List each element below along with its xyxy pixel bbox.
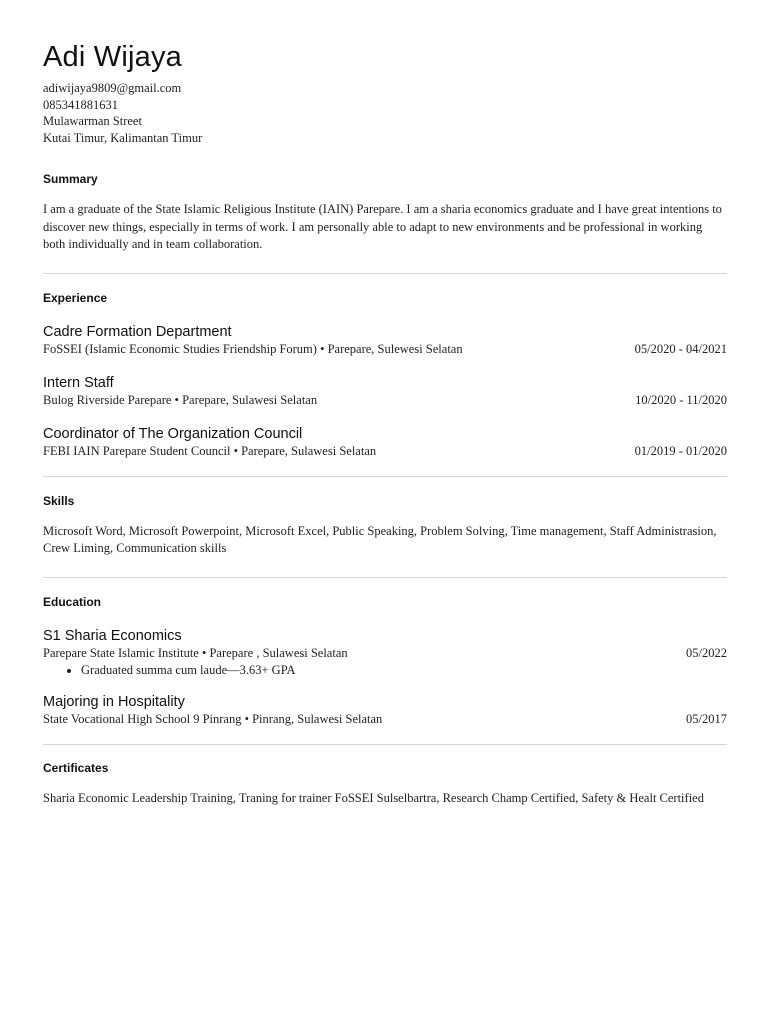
section-divider <box>43 577 727 578</box>
experience-dates: 05/2020 - 04/2021 <box>634 341 727 356</box>
experience-dates: 01/2019 - 01/2020 <box>634 443 727 458</box>
education-entry <box>43 627 727 679</box>
skills-section <box>43 494 727 558</box>
summary-text: I am a graduate of the State Islamic Religious Institute (IAIN) Parepare. I am a sharia economics graduate and I have great intentions to discover new things, especially in terms of work. I am personally able to adapt to new environments and be professional in working both individually and in team collaboration. <box>43 202 722 251</box>
skills-heading: Skills <box>43 493 75 508</box>
resume-page <box>43 40 727 807</box>
experience-entry <box>43 425 727 460</box>
skills-text: Microsoft Word, Microsoft Powerpoint, Microsoft Excel, Public Speaking, Problem Solving, Time management, Staff Administrasion, Crew Liming, Communication skills <box>43 523 717 555</box>
contact-phone: 085341881631 <box>43 97 118 112</box>
experience-org: FEBI IAIN Parepare Student Council • Parepare, Sulawesi Selatan <box>43 443 377 458</box>
experience-role: Intern Staff <box>43 374 114 391</box>
education-meta-row <box>43 645 727 662</box>
section-divider <box>43 273 727 274</box>
education-degree: S1 Sharia Economics <box>43 627 182 644</box>
education-date: 05/2017 <box>686 711 727 726</box>
experience-section <box>43 291 727 460</box>
experience-dates: 10/2020 - 11/2020 <box>635 392 727 407</box>
contact-email: adiwijaya9809@gmail.com <box>43 81 182 95</box>
education-school: Parepare State Islamic Institute • Parepare , Sulawesi Selatan <box>43 645 348 660</box>
candidate-name: Adi Wijaya <box>43 41 182 73</box>
experience-entry <box>43 323 727 358</box>
experience-org: FoSSEI (Islamic Economic Studies Friendship Forum) • Parepare, Sulewesi Selatan <box>43 341 463 356</box>
section-divider <box>43 744 727 745</box>
experience-role: Coordinator of The Organization Council <box>43 425 303 442</box>
experience-meta-row <box>43 341 727 358</box>
education-heading: Education <box>43 594 102 609</box>
education-date: 05/2022 <box>686 645 727 660</box>
experience-meta-row <box>43 443 727 460</box>
experience-entry <box>43 374 727 409</box>
experience-org: Bulog Riverside Parepare • Parepare, Sulawesi Selatan <box>43 392 318 407</box>
certificates-heading: Certificates <box>43 760 109 775</box>
summary-section <box>43 172 727 254</box>
contact-street: Mulawarman Street <box>43 114 142 128</box>
section-divider <box>43 476 727 477</box>
experience-role: Cadre Formation Department <box>43 323 232 340</box>
education-school: State Vocational High School 9 Pinrang • Pinrang, Sulawesi Selatan <box>43 711 383 726</box>
summary-heading: Summary <box>43 172 98 186</box>
experience-heading: Experience <box>43 290 108 305</box>
experience-meta-row <box>43 392 727 409</box>
education-section <box>43 595 727 728</box>
education-meta-row <box>43 711 727 728</box>
certificates-section <box>43 761 727 808</box>
certificates-text: Sharia Economic Leadership Training, Traning for trainer FoSSEI Sulselbartra, Research Champ Certified, Safety & Healt Certified <box>43 790 704 805</box>
contact-city: Kutai Timur, Kalimantan Timur <box>43 130 203 145</box>
education-bullet: • Graduated summa cum laude—3.63+ GPA <box>81 662 727 679</box>
education-entry <box>43 693 727 728</box>
education-degree: Majoring in Hospitality <box>43 693 185 710</box>
education-bullets <box>43 662 727 679</box>
resume-header <box>43 40 727 146</box>
